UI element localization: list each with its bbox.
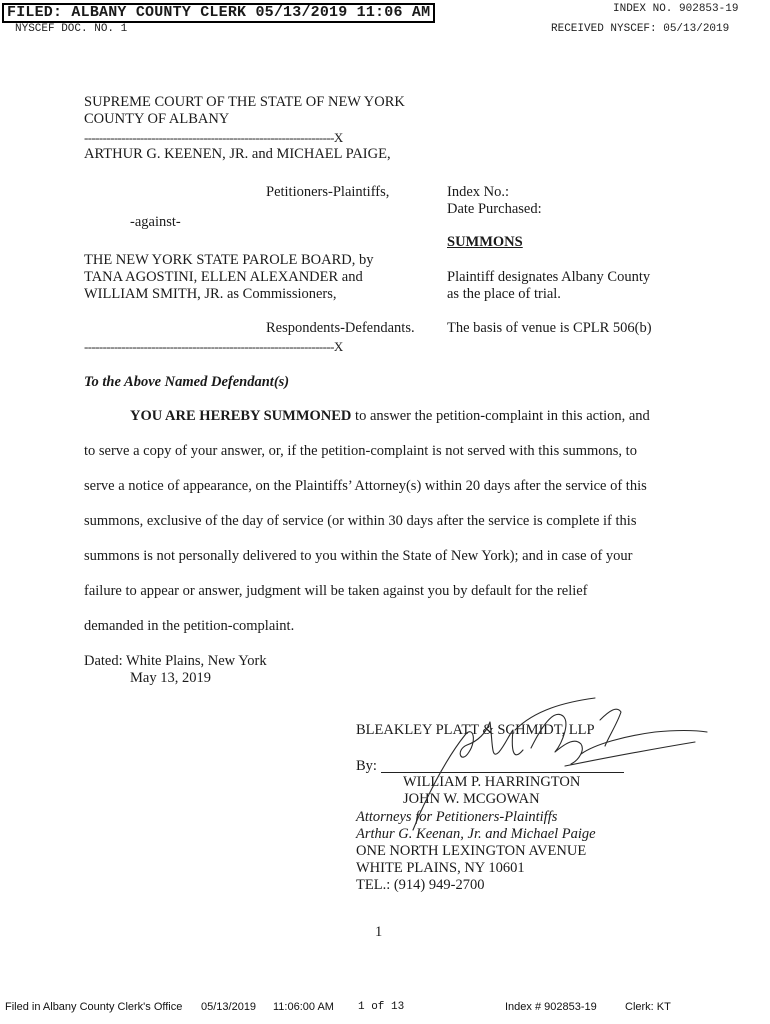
respondents-line-2: TANA AGOSTINI, ELLEN ALEXANDER and [84,269,363,285]
summoned-phrase: YOU ARE HEREBY SUMMONED [130,408,352,424]
addressee: To the Above Named Defendant(s) [84,374,290,390]
footer-index: Index # 902853-19 [505,1001,597,1013]
body-line-6: failure to appear or answer, judgment will be taken against you by default for the relief [84,583,588,599]
firm-address-2: WHITE PLAINS, NY 10601 [356,860,525,876]
footer-clerk: Clerk: KT [625,1001,671,1013]
respondents-role: Respondents-Defendants. [266,320,415,336]
index-no-label: Index No.: [447,184,510,200]
petitioners-names: ARTHUR G. KEENEN, JR. and MICHAEL PAIGE, [84,146,391,162]
by-label: By: [356,758,377,774]
court-name: SUPREME COURT OF THE STATE OF NEW YORK [84,94,405,110]
body-line-4: summons, exclusive of the day of service (or within 30 days after the service is complete if this [84,513,637,529]
footer-page-count: 1 of 13 [358,1001,405,1013]
body-line-2: to serve a copy of your answer, or, if the petition-complaint is not served with this summons, to [84,443,637,459]
dated-date: May 13, 2019 [130,670,211,686]
body-line-7: demanded in the petition-complaint. [84,618,295,634]
caption-divider-bottom: -------------------------------------------------------------------X [84,339,343,354]
dated-location: Dated: White Plains, New York [84,653,267,669]
respondents-line-1: THE NEW YORK STATE PAROLE BOARD, by [84,252,374,268]
body-line-3: serve a notice of appearance, on the Plaintiffs’ Attorney(s) within 20 days after the service of this [84,478,647,494]
firm-phone: TEL.: (914) 949-2700 [356,877,485,893]
against-label: -against- [130,214,181,230]
client-names: Arthur G. Keenan, Jr. and Michael Paige [356,826,596,842]
petitioners-role: Petitioners-Plaintiffs, [266,184,390,200]
doc-number: NYSCEF DOC. NO. 1 [15,23,128,35]
venue-designation-2: as the place of trial. [447,286,561,302]
county-name: COUNTY OF ALBANY [84,111,230,127]
body-line-5: summons is not personally delivered to you within the State of New York); and in case of your [84,548,633,564]
handwritten-signature [395,690,715,835]
attorney-name-2: JOHN W. MCGOWAN [403,791,540,807]
document-title: SUMMONS [447,234,523,250]
attorney-name-1: WILLIAM P. HARRINGTON [403,774,581,790]
firm-address-1: ONE NORTH LEXINGTON AVENUE [356,843,587,859]
date-purchased-label: Date Purchased: [447,201,542,217]
page-number: 1 [375,924,383,940]
venue-designation-1: Plaintiff designates Albany County [447,269,651,285]
index-number: INDEX NO. 902853-19 [613,3,739,15]
footer-filed-in: Filed in Albany County Clerk's Office [5,1001,183,1013]
received-date: RECEIVED NYSCEF: 05/13/2019 [551,23,730,35]
footer-time: 11:06:00 AM [273,1001,334,1013]
attorney-role: Attorneys for Petitioners-Plaintiffs [356,809,558,825]
body-line-1-rest: to answer the petition-complaint in this action, and [351,408,650,424]
venue-basis: The basis of venue is CPLR 506(b) [447,320,652,336]
filed-stamp: FILED: ALBANY COUNTY CLERK 05/13/2019 11:06 AM [2,3,435,23]
caption-divider-top: -------------------------------------------------------------------X [84,130,343,145]
respondents-line-3: WILLIAM SMITH, JR. as Commissioners, [84,286,337,302]
firm-name: BLEAKLEY PLATT & SCHMIDT, LLP [356,722,595,738]
footer-date: 05/13/2019 [201,1001,257,1013]
body-line-1 [130,408,650,425]
